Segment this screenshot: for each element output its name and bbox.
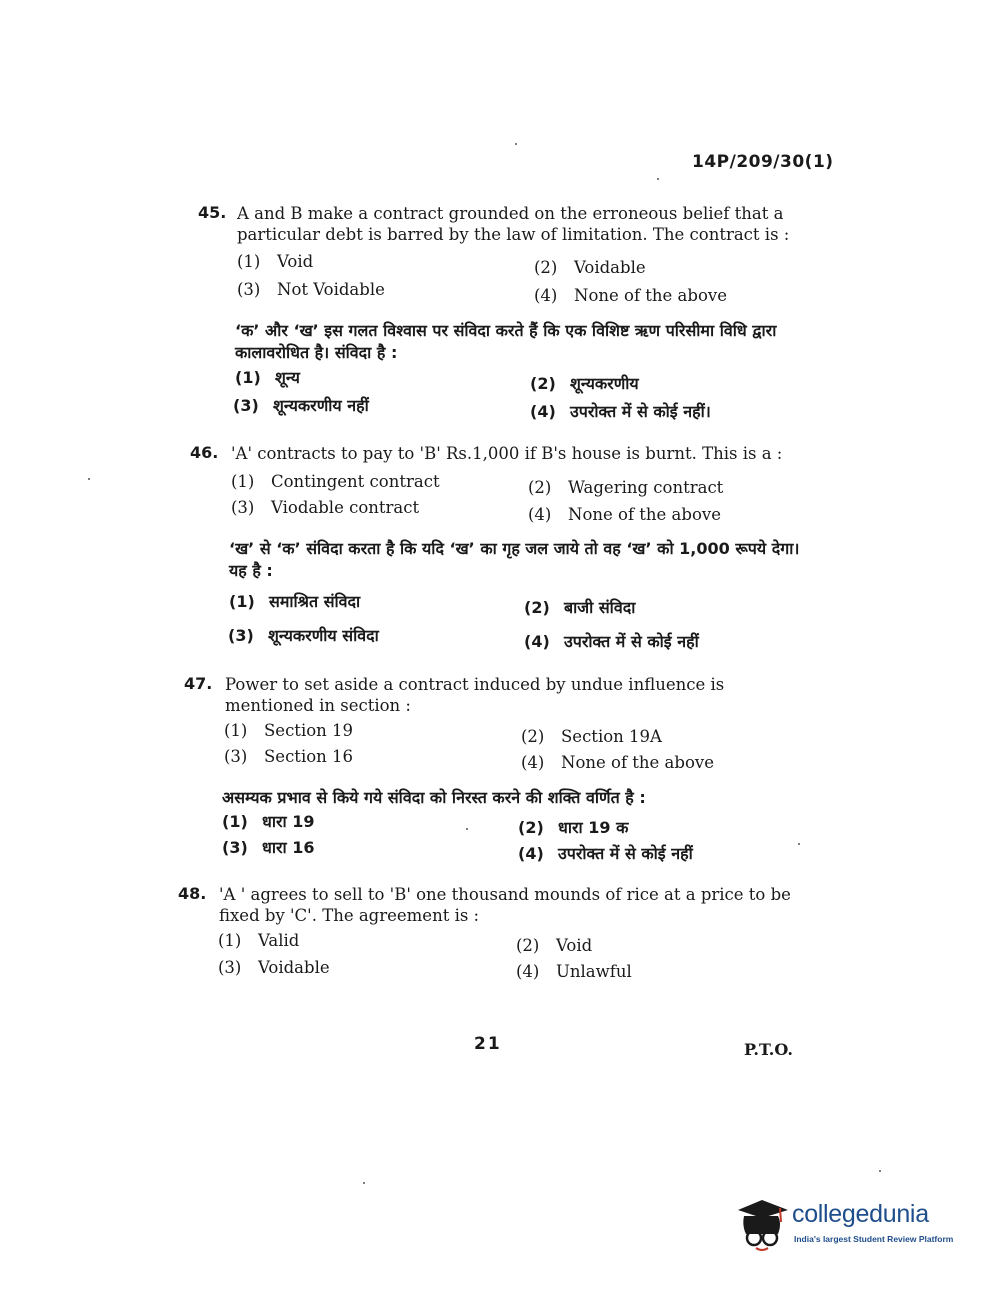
- question-number: 46.: [190, 443, 219, 462]
- question-text: 'A' contracts to pay to 'B' Rs.1,000 if B's house is burnt. This is a :: [231, 444, 783, 463]
- hindi-option-4: (4) उपरोक्त में से कोई नहीं: [518, 844, 693, 863]
- paper-code: 14P/209/30(1): [692, 152, 834, 172]
- option-1: (1) Contingent contract: [231, 472, 440, 491]
- option-3: (3) Voidable: [218, 958, 330, 977]
- hindi-option-1: (1) शून्य: [235, 368, 300, 387]
- hindi-option-2: (2) बाजी संविदा: [524, 598, 636, 617]
- scan-speck: [363, 1182, 365, 1184]
- option-4: (4) None of the above: [521, 753, 714, 772]
- hindi-option-1: (1) समाश्रित संविदा: [229, 592, 361, 611]
- option-3: (3) Section 16: [224, 747, 354, 766]
- hindi-option-2: (2) धारा 19 क: [518, 818, 629, 837]
- page-number: 21: [474, 1034, 502, 1054]
- scan-speck: [879, 1170, 881, 1172]
- option-2: (2) Section 19A: [521, 727, 662, 746]
- hindi-option-3: (3) शून्यकरणीय संविदा: [228, 626, 379, 645]
- option-2: (2) Wagering contract: [528, 478, 724, 497]
- hindi-option-3: (3) धारा 16: [222, 838, 315, 857]
- scan-speck: [466, 828, 468, 830]
- option-3: (3) Not Voidable: [237, 280, 385, 299]
- option-4: (4) Unlawful: [516, 962, 632, 981]
- option-4: (4) None of the above: [528, 505, 721, 524]
- pto-label: P.T.O.: [744, 1040, 793, 1059]
- option-3: (3) Viodable contract: [231, 498, 420, 517]
- question-text: A and B make a contract grounded on the erroneous belief that a particular debt is barred by the law of limitation. The contract is :: [237, 204, 790, 244]
- question-text: 'A ' agrees to sell to 'B' one thousand mounds of rice at a price to be fixed by 'C'. The agreement is :: [219, 885, 791, 925]
- hindi-option-2: (2) शून्यकरणीय: [530, 374, 639, 393]
- hindi-option-4: (4) उपरोक्त में से कोई नहीं।: [530, 402, 711, 421]
- option-2: (2) Void: [516, 936, 593, 955]
- hindi-question-text: ‘ख’ से ‘क’ संविदा करता है कि यदि ‘ख’ का गृह जल जाये तो वह ‘ख’ को 1,000 रूपये देगा। यह है :: [229, 539, 800, 580]
- option-1: (1) Section 19: [224, 721, 354, 740]
- hindi-option-4: (4) उपरोक्त में से कोई नहीं: [524, 632, 699, 651]
- option-1: (1) Void: [237, 252, 314, 271]
- option-1: (1) Valid: [218, 931, 300, 950]
- scan-speck: [88, 478, 90, 480]
- scan-speck: [798, 843, 800, 845]
- scan-speck: [515, 143, 517, 145]
- collegedunia-logo: [734, 1196, 964, 1256]
- hindi-question-text: असम्यक प्रभाव से किये गये संविदा को निरस्त करने की शक्ति वर्णित है :: [222, 788, 646, 807]
- hindi-option-1: (1) धारा 19: [222, 812, 315, 831]
- mascot-icon: [734, 1196, 792, 1256]
- question-text: Power to set aside a contract induced by undue influence is mentioned in section :: [225, 675, 725, 715]
- question-number: 47.: [184, 674, 213, 693]
- question-number: 48.: [178, 884, 207, 903]
- option-2: (2) Voidable: [534, 258, 646, 277]
- option-4: (4) None of the above: [534, 286, 727, 305]
- hindi-question-text: ‘क’ और ‘ख’ इस गलत विश्वास पर संविदा करते हैं कि एक विशिष्ट ऋण परिसीमा विधि द्वारा कालावरोधित है। संविदा है :: [235, 321, 777, 362]
- logo-wordmark: collegedunia: [792, 1200, 929, 1228]
- hindi-option-3: (3) शून्यकरणीय नहीं: [233, 396, 369, 415]
- scan-speck: [657, 178, 659, 180]
- question-number: 45.: [198, 203, 227, 222]
- logo-tagline: India's largest Student Review Platform: [794, 1234, 954, 1244]
